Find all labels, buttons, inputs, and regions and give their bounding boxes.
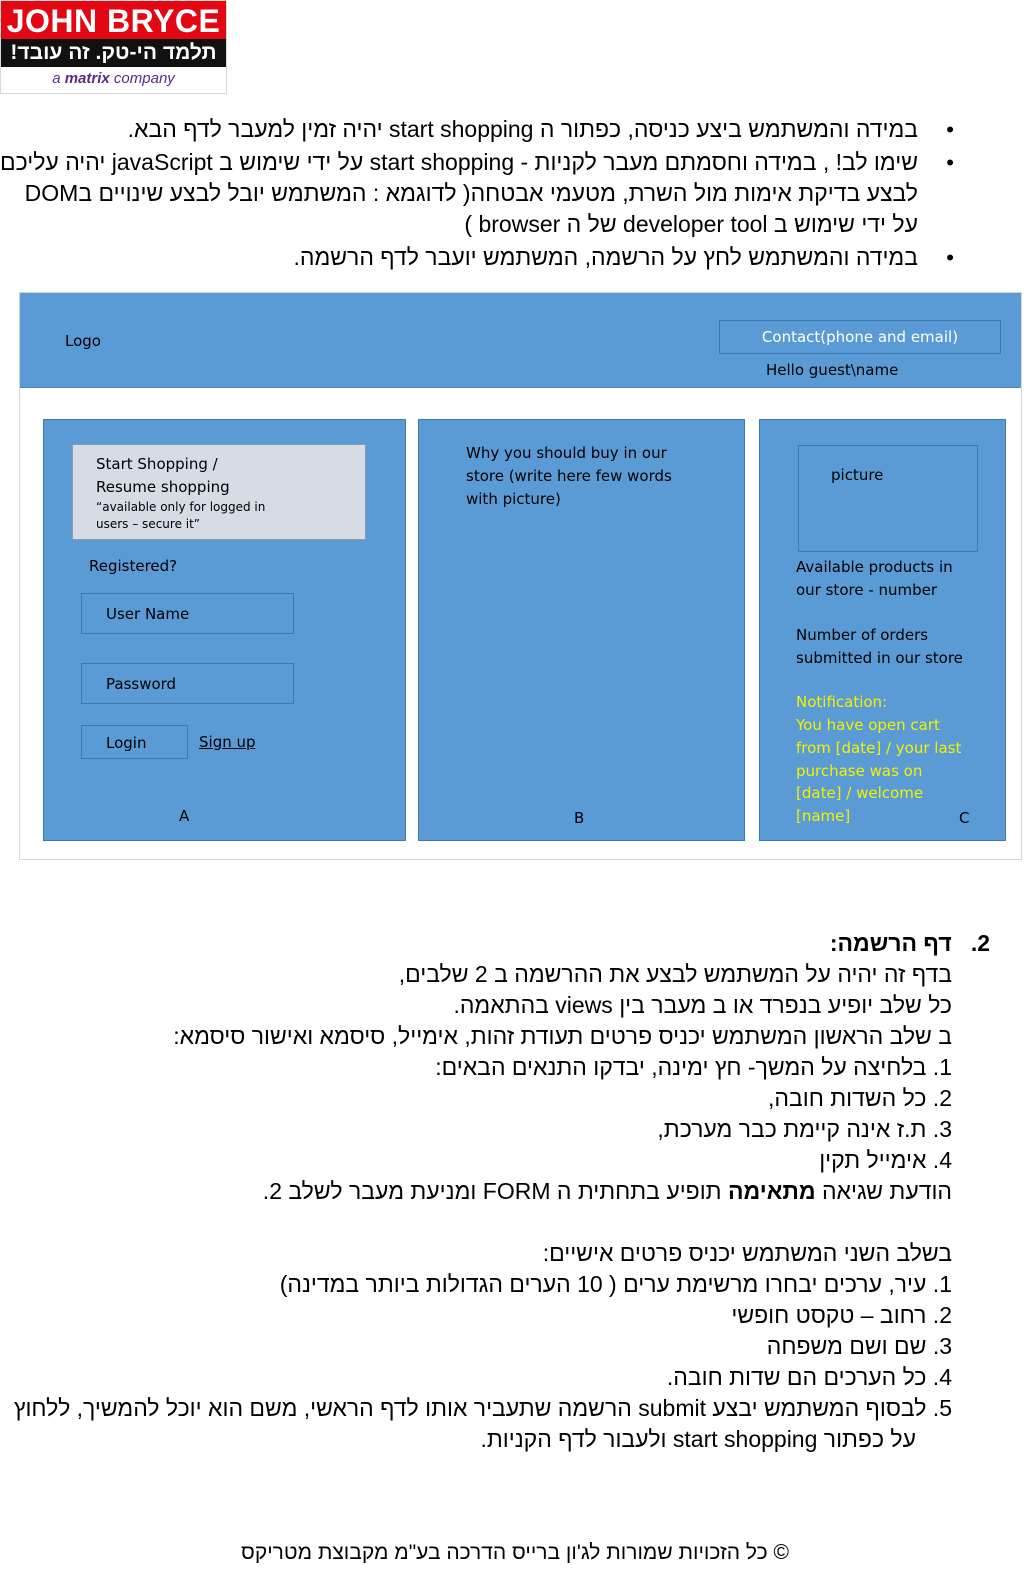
- logo-slogan: תלמד הי-טק. זה עובד!: [1, 39, 226, 67]
- notification-title: Notification:: [796, 693, 888, 711]
- wireframe-logo-label: Logo: [65, 332, 101, 350]
- login-button[interactable]: Login: [81, 725, 188, 759]
- list-item: על כפתור start shopping ולעבור לדף הקניות.: [480, 1426, 916, 1452]
- list-item: 1. עיר, ערכים יבחרו מרשימת ערים ( 10 הערים הגדולות ביותר במדינה): [279, 1271, 952, 1297]
- panel-letter-b: B: [574, 809, 585, 827]
- section-heading: 2. דף הרשמה:: [829, 930, 990, 956]
- registered-label: Registered?: [89, 557, 178, 575]
- contact-box: Contact(phone and email): [719, 320, 1001, 354]
- notification-text: from [date] / your last: [796, 739, 962, 757]
- panel-c: [759, 419, 1006, 841]
- signup-link[interactable]: Sign up: [199, 733, 256, 751]
- bullet-list: [0, 114, 918, 275]
- notification-text: purchase was on: [796, 762, 923, 780]
- panel-b-text: Why you should buy in our: [466, 444, 667, 462]
- list-item: 4. אימייל תקין: [819, 1147, 952, 1173]
- orders-text: Number of orders: [796, 626, 929, 644]
- section-text: בשלב השני המשתמש יכניס פרטים אישיים:: [542, 1240, 952, 1266]
- bullet-item: • במידה והמשתמש לחץ על הרשמה, המשתמש יועבר לדף הרשמה.: [0, 242, 918, 273]
- panel-b: [418, 419, 745, 841]
- available-products-text: our store - number: [796, 581, 938, 599]
- section-text: בדף זה יהיה על המשתמש לבצע את ההרשמה ב 2 שלבים,: [398, 961, 952, 987]
- company-logo: [0, 0, 227, 94]
- list-item: 2. כל השדות חובה,: [768, 1085, 952, 1111]
- panel-a: [43, 419, 406, 841]
- available-products-text: Available products in: [796, 558, 953, 576]
- panel-b-text: with picture): [466, 490, 561, 508]
- panel-letter-c: C: [959, 809, 970, 827]
- list-item: 5. לבסוף המשתמש יבצע submit הרשמה שתעביר אותו לדף הראשי, משם הוא יוכל להמשיך, ללחוץ: [13, 1395, 952, 1421]
- notification-text: [date] / welcome: [796, 784, 924, 802]
- bullet-item: • שימו לב! , במידה וחסמתם מעבר לקניות - start shopping על ידי שימוש ב javaScript יהיה עליכם לבצע בדיקת אימות מול השרת, מטעמי אבטחה( לדוגמא : המשתמש יובל לבצע שינויים בDOM על ידי שימוש ב developer tool של ה browser ): [0, 147, 918, 240]
- panel-letter-a: A: [179, 807, 190, 825]
- error-message-text: הודעת שגיאה מתאימה תופיע בתחתית ה FORM ומניעת מעבר לשלב 2.: [262, 1178, 952, 1204]
- orders-text: submitted in our store: [796, 649, 963, 667]
- notification-text: [name]: [796, 807, 851, 825]
- registration-section: [0, 928, 990, 1455]
- picture-placeholder: picture: [798, 445, 978, 552]
- logo-brand: JOHN BRYCE: [1, 1, 226, 39]
- wireframe-header: [20, 293, 1021, 388]
- list-item: 3. ת.ז אינה קיימת כבר מערכת,: [657, 1116, 952, 1142]
- section-text: ב שלב הראשון המשתמש יכניס פרטים תעודת זהות, אימייל, סיסמא ואישור סיסמא:: [173, 1023, 952, 1049]
- password-input[interactable]: Password: [81, 663, 294, 704]
- start-shopping-button[interactable]: Start Shopping / Resume shopping “available only for logged in users – secure it”: [72, 444, 366, 540]
- panel-b-text: store (write here few words: [466, 467, 672, 485]
- list-item: 4. כל הערכים הם שדות חובה.: [666, 1364, 952, 1390]
- section-text: כל שלב יופיע בנפרד או ב מעבר בין views בהתאמה.: [453, 992, 952, 1018]
- bullet-item: • במידה והמשתמש ביצע כניסה, כפתור ה start shopping יהיה זמין למעבר לדף הבא.: [0, 114, 918, 145]
- list-item: 3. שם ושם משפחה: [766, 1333, 952, 1359]
- username-input[interactable]: User Name: [81, 593, 294, 634]
- copyright-footer: © כל הזכויות שמורות לג'ון ברייס הדרכה בע"מ מקבוצת מטריקס: [241, 1541, 789, 1564]
- notification-text: You have open cart: [796, 716, 940, 734]
- hello-greeting: Hello guest\name: [766, 361, 899, 379]
- list-item: 1. בלחיצה על המשך- חץ ימינה, יבדקו התנאים הבאים:: [435, 1054, 952, 1080]
- wireframe-mockup: [19, 292, 1022, 860]
- logo-subtitle: a matrix company: [52, 70, 175, 87]
- list-item: 2. רחוב – טקסט חופשי: [731, 1302, 952, 1328]
